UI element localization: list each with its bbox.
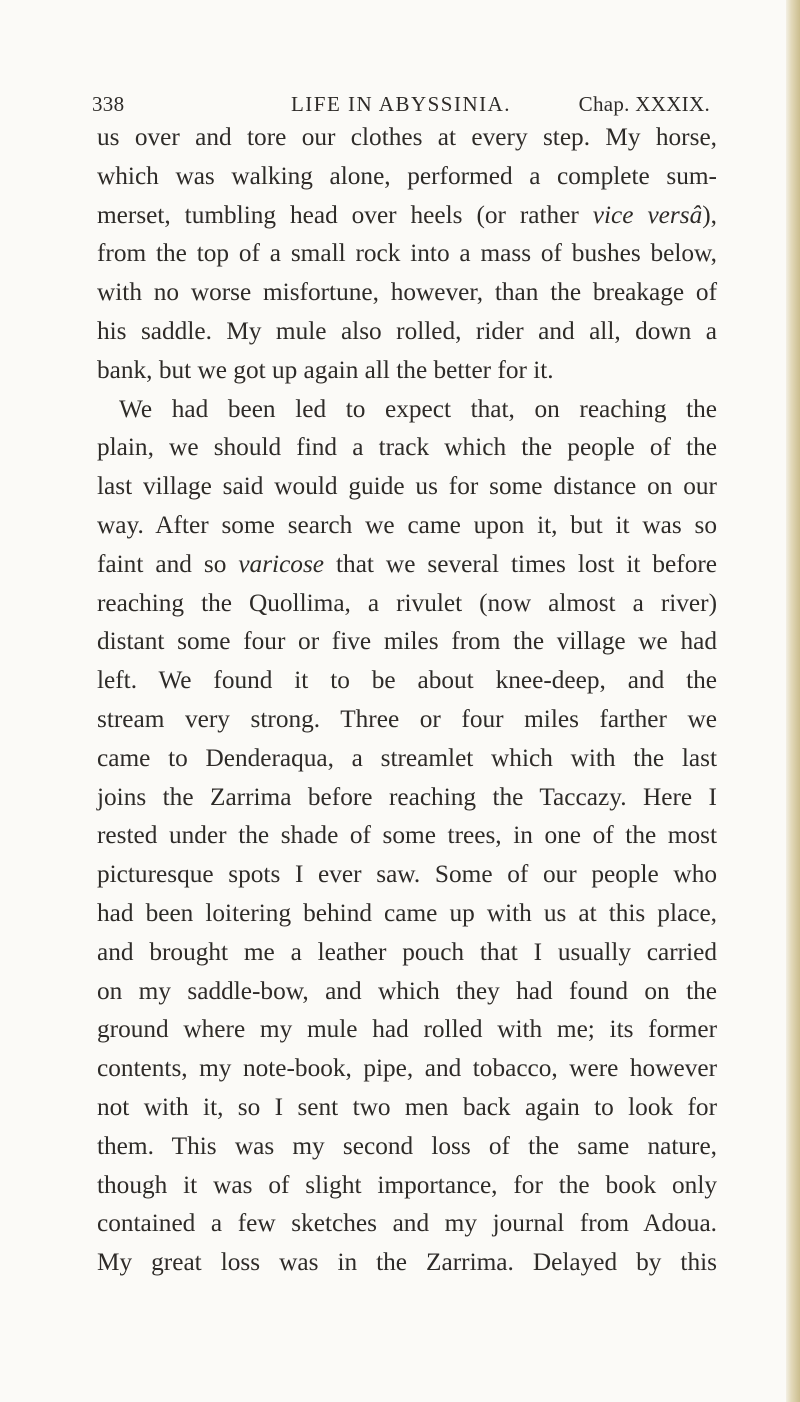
text-line: picturesque spots I ever saw. Some of our people who bbox=[97, 860, 717, 889]
text-line: not with it, so I sent two men back again to look for bbox=[97, 1092, 717, 1121]
chapter-label: Chap. XXXIX. bbox=[578, 92, 710, 116]
text-line: and brought me a leather pouch that I usually carried bbox=[97, 937, 717, 966]
text-line: last village said would guide us for some distance on our bbox=[97, 472, 717, 501]
body-text bbox=[97, 118, 717, 1282]
text-line: left. We found it to be about knee-deep, and the bbox=[97, 666, 717, 695]
text-line: us over and tore our clothes at every step. My horse, bbox=[97, 123, 717, 151]
text-line: merset, tumbling head over heels (or rather vice versâ), bbox=[97, 200, 717, 229]
paragraph-first-line: We had been led to expect that, on reaching the bbox=[119, 394, 717, 423]
text-line: stream very strong. Three or four miles farther we bbox=[97, 704, 717, 733]
page-number: 338 bbox=[92, 92, 125, 116]
text-line: came to Denderaqua, a streamlet which with the last bbox=[97, 743, 717, 772]
text-line: them. This was my second loss of the same nature, bbox=[97, 1131, 717, 1160]
text-line: which was walking alone, performed a complete sum- bbox=[97, 161, 717, 190]
text-line: contents, my note-book, pipe, and tobacco, were however bbox=[97, 1054, 717, 1083]
text-line: ground where my mule had rolled with me; its former bbox=[97, 1015, 717, 1044]
text-line: from the top of a small rock into a mass of bushes below, bbox=[97, 239, 717, 268]
text-line: joins the Zarrima before reaching the Taccazy. Here I bbox=[97, 782, 717, 811]
page-edge bbox=[786, 0, 800, 1402]
running-title: LIFE IN ABYSSINIA. bbox=[290, 92, 512, 116]
text-line: faint and so varicose that we several times lost it before bbox=[97, 549, 717, 578]
text-line: contained a few sketches and my journal from Adoua. bbox=[97, 1209, 717, 1238]
text-line: with no worse misfortune, however, than the breakage of bbox=[97, 278, 717, 307]
text-line: on my saddle-bow, and which they had found on the bbox=[97, 976, 717, 1005]
text-line: rested under the shade of some trees, in one of the most bbox=[97, 821, 717, 850]
text-line: My great loss was in the Zarrima. Delayed by this bbox=[97, 1248, 717, 1277]
text-line: way. After some search we came upon it, but it was so bbox=[97, 510, 717, 539]
text-line: bank, but we got up again all the better for it. bbox=[97, 355, 554, 384]
text-line: had been loitering behind came up with us at this place, bbox=[97, 898, 717, 927]
text-line: though it was of slight importance, for the book only bbox=[97, 1170, 717, 1199]
text-line: distant some four or five miles from the village we had bbox=[97, 627, 717, 656]
text-line: plain, we should find a track which the people of the bbox=[97, 433, 717, 462]
text-line: reaching the Quollima, a rivulet (now almost a river) bbox=[97, 588, 717, 617]
text-line: his saddle. My mule also rolled, rider and all, down a bbox=[97, 316, 717, 345]
